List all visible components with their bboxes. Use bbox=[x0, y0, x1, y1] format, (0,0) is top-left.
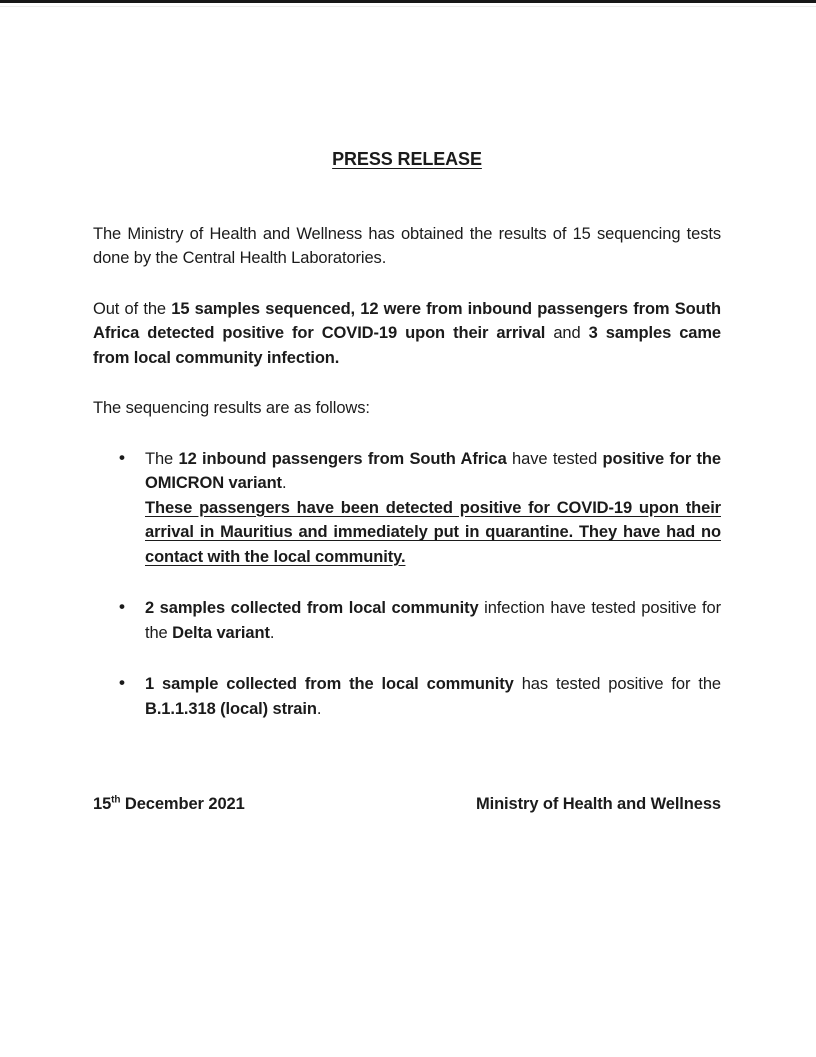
text-run-bold: 15 samples sequenced, 12 were from inbound passengers from South Africa detected positive for COVID-19 upon their arrival bbox=[93, 299, 721, 342]
document-title: PRESS RELEASE bbox=[332, 149, 482, 169]
text-run: Out of the bbox=[93, 299, 172, 318]
text-run: The bbox=[145, 449, 179, 468]
text-run: . bbox=[316, 699, 322, 718]
text-run-bold: Delta variant bbox=[172, 623, 270, 642]
text-run-bold: 3 samples came from local community infection. bbox=[93, 324, 722, 367]
date-ordinal-suffix: th bbox=[111, 794, 121, 806]
text-run: have tested bbox=[506, 449, 603, 468]
date-month-year: December 2021 bbox=[120, 795, 245, 813]
results-intro-paragraph bbox=[93, 396, 721, 421]
ministry-signature: Ministry of Health and Wellness bbox=[475, 795, 721, 813]
press-release-document bbox=[0, 7, 816, 817]
date-day: 15 bbox=[93, 795, 112, 813]
text-run-bold: 1 sample collected from the local community bbox=[145, 675, 514, 693]
text-run: The sequencing results are as follows: bbox=[93, 399, 370, 417]
text-run-bold: 12 inbound passengers from South Africa bbox=[178, 449, 507, 468]
text-run: . bbox=[269, 623, 275, 642]
bullet-icon: • bbox=[119, 673, 125, 692]
summary-paragraph bbox=[93, 297, 721, 371]
top-border bbox=[0, 0, 816, 3]
text-run: infection have tested positive for the bbox=[145, 599, 721, 642]
bullet-text bbox=[145, 596, 721, 645]
footer bbox=[93, 792, 721, 817]
text-run: The Ministry of Health and Wellness has obtained the results of 15 sequencing tests done by the Central Health Laboratories. bbox=[93, 224, 721, 267]
text-run-bold: B.1.1.318 (local) strain bbox=[145, 699, 317, 718]
bullet-text bbox=[145, 447, 721, 496]
text-run: . bbox=[281, 474, 287, 492]
bullet-icon: • bbox=[119, 597, 125, 616]
bullet-text bbox=[145, 672, 721, 721]
list-item-delta bbox=[93, 596, 721, 645]
text-run-bold: 2 samples collected from local community bbox=[145, 599, 479, 617]
text-run: has tested positive for the bbox=[513, 675, 721, 693]
list-item-local-strain bbox=[93, 672, 721, 721]
text-run-bold: positive for the OMICRON variant bbox=[145, 449, 721, 492]
text-run: and bbox=[545, 324, 589, 342]
bullet-icon: • bbox=[119, 447, 125, 467]
results-list bbox=[93, 447, 721, 722]
intro-paragraph bbox=[93, 222, 721, 271]
list-item-omicron bbox=[93, 447, 721, 570]
date-text bbox=[93, 792, 245, 817]
quarantine-note: These passengers have been detected positive for COVID-19 upon their arrival in Mauritius and immediately put in quarantine. They have had no contact with the local community. bbox=[145, 498, 721, 566]
